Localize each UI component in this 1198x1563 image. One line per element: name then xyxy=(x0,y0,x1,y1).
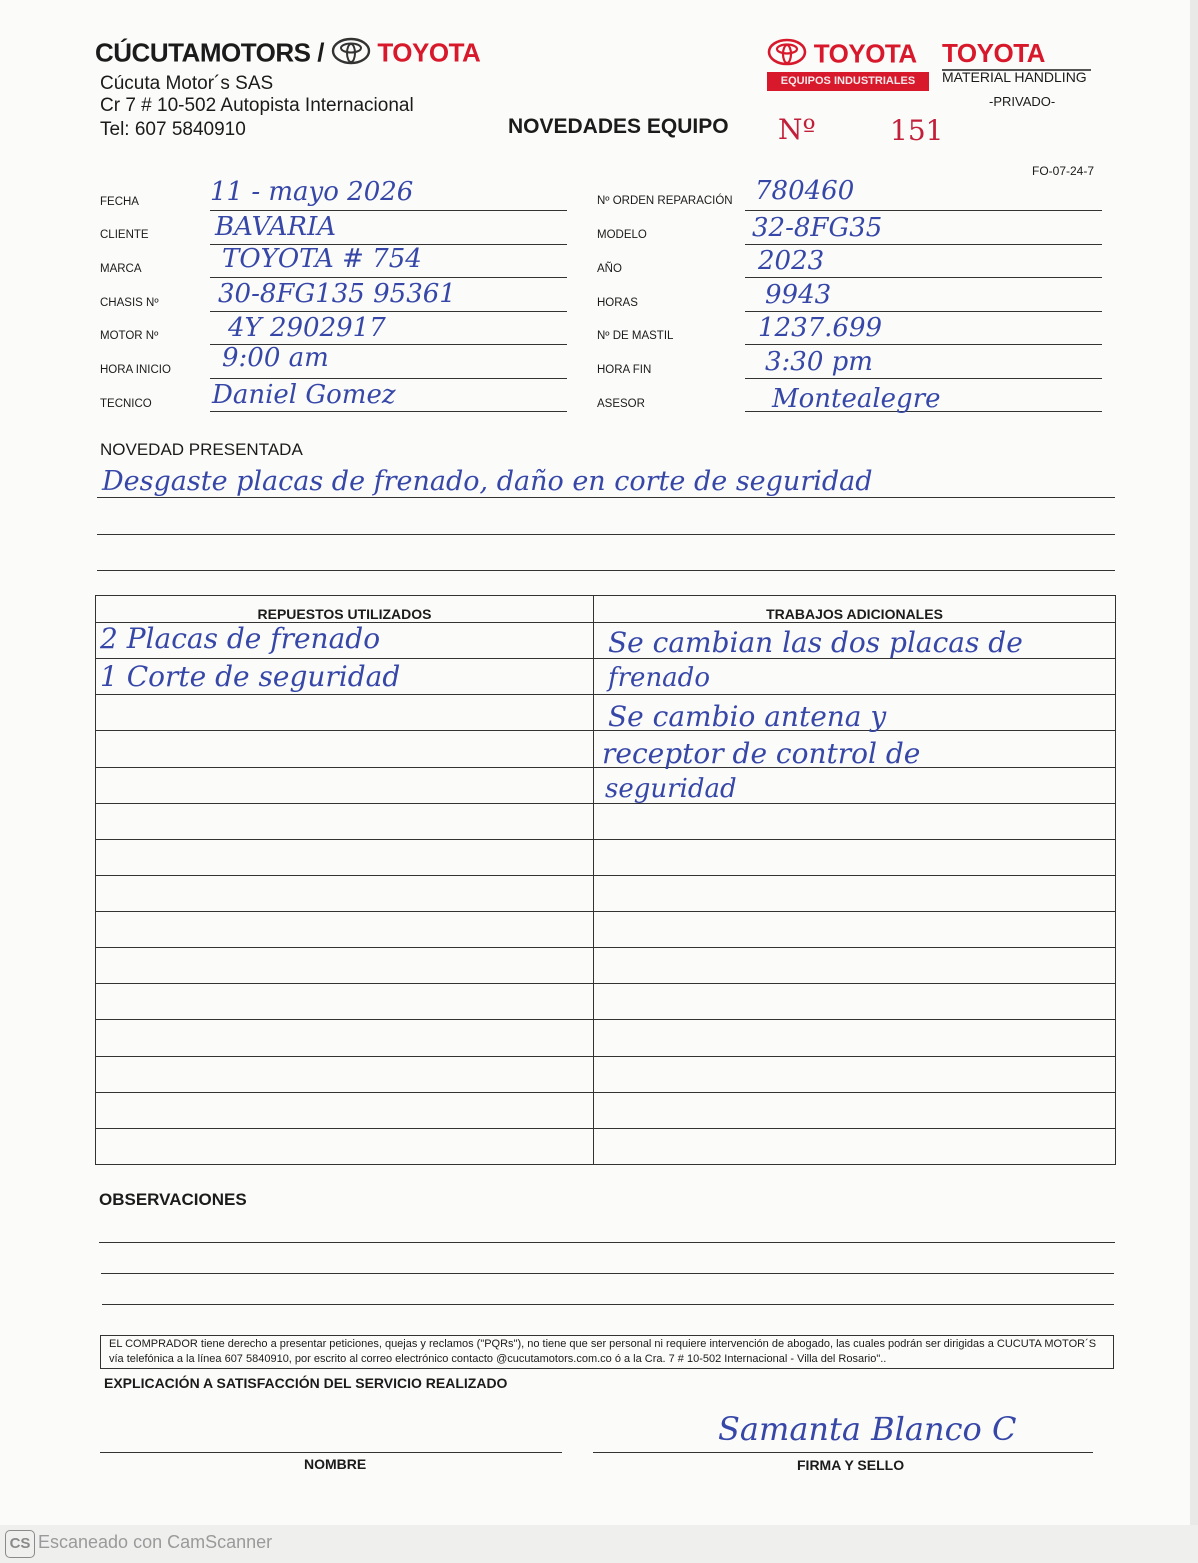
anio-label: AÑO xyxy=(597,263,622,275)
chasis-value: 30-8FG135 95361 xyxy=(218,279,456,309)
table-header-row xyxy=(96,596,1116,623)
novedad-text: Desgaste placas de frenado, daño en corte de seguridad xyxy=(102,466,873,497)
orden-label: Nº ORDEN REPARACIÓN xyxy=(597,195,733,207)
company-name: Cúcuta Motor´s SAS xyxy=(100,73,274,94)
table-row xyxy=(96,1128,1116,1164)
horas-line xyxy=(745,311,1102,312)
trabajo-line-5: seguridad xyxy=(605,774,737,804)
observaciones-label: OBSERVACIONES xyxy=(99,1190,247,1209)
table-row xyxy=(96,984,1116,1020)
company-phone: Tel: 607 5840910 xyxy=(100,119,246,140)
company-address: Cr 7 # 10-502 Autopista Internacional xyxy=(100,95,414,116)
toyota-logo-icon xyxy=(331,37,371,72)
brand-header xyxy=(95,37,480,72)
toyota-equipos-logo xyxy=(767,38,917,73)
table-row xyxy=(96,1020,1116,1056)
hora-fin-value: 3:30 pm xyxy=(765,347,873,377)
table-row xyxy=(96,912,1116,948)
hora-inicio-label: HORA INICIO xyxy=(100,364,171,376)
privado-label: -PRIVADO- xyxy=(989,94,1056,109)
anio-line xyxy=(745,277,1102,278)
table-row xyxy=(96,1092,1116,1128)
toyota-wordmark: TOYOTA xyxy=(813,38,917,69)
equipos-industriales-badge: EQUIPOS INDUSTRIALES xyxy=(767,72,929,91)
tecnico-label: TECNICO xyxy=(100,398,152,410)
mastil-label: Nº DE MASTIL xyxy=(597,330,674,342)
cliente-value: BAVARIA xyxy=(215,212,336,242)
nombre-label: NOMBRE xyxy=(304,1456,367,1472)
observaciones-line-1 xyxy=(99,1242,1115,1243)
observaciones-line-2 xyxy=(101,1273,1114,1274)
number-label: Nº xyxy=(778,113,816,146)
camscanner-text: Escaneado con CamScanner xyxy=(38,1532,273,1552)
hora-inicio-value: 9:00 am xyxy=(222,343,329,373)
trabajo-line-4: receptor de control de xyxy=(602,737,921,770)
novedad-line-2 xyxy=(97,534,1115,535)
hora-fin-label: HORA FIN xyxy=(597,364,652,376)
tecnico-value: Daniel Gomez xyxy=(212,380,396,410)
motor-value: 4Y 2902917 xyxy=(228,313,386,343)
horas-value: 9943 xyxy=(765,280,832,310)
trabajo-line-1: Se cambian las dos placas de xyxy=(608,626,1023,659)
form-number: 151 xyxy=(890,114,944,147)
table-row xyxy=(96,875,1116,911)
marca-label: MARCA xyxy=(100,263,142,275)
brand-cucutamotors: CÚCUTAMOTORS / xyxy=(95,37,324,68)
fecha-value: 11 - mayo 2026 xyxy=(210,177,414,207)
chasis-line xyxy=(210,311,567,312)
repuesto-line-1: 2 Placas de frenado xyxy=(100,622,381,655)
trabajo-line-2: frenado xyxy=(608,663,710,693)
toyota-mh-wordmark: TOYOTA xyxy=(942,38,1091,71)
hora-fin-line xyxy=(745,378,1102,379)
toyota-logo-icon xyxy=(767,38,807,73)
table-row xyxy=(96,839,1116,875)
hora-inicio-line xyxy=(210,378,567,379)
orden-value: 780460 xyxy=(755,176,855,206)
firma-value: Samanta Blanco C xyxy=(718,1410,1017,1448)
orden-line xyxy=(745,210,1102,211)
table-row xyxy=(96,803,1116,839)
mastil-line xyxy=(745,344,1102,345)
table-row xyxy=(96,948,1116,984)
camscanner-logo-icon: CS xyxy=(5,1530,35,1558)
firma-line xyxy=(593,1452,1093,1453)
anio-value: 2023 xyxy=(758,246,825,276)
pqr-notice: EL COMPRADOR tiene derecho a presentar peticiones, quejas y reclamos ("PQRs"), no tiene que ser personal ni requiere intervención de abogado, las cuales podrán ser dirigidas a CUCUTA MOTOR´S vía telefónica a la línea 607 5840910, por escrito al correo electrónico contacto @cucutamotors.com.co ó a la Cra. 7 # 10-502 Internacional - Villa del Rosario".. xyxy=(100,1335,1114,1369)
novedad-line-1 xyxy=(97,497,1115,498)
fecha-line xyxy=(210,210,567,211)
trabajo-line-3: Se cambio antena y xyxy=(608,700,887,733)
mastil-value: 1237.699 xyxy=(758,313,883,343)
firma-label: FIRMA Y SELLO xyxy=(797,1457,905,1473)
fecha-label: FECHA xyxy=(100,196,139,208)
novedad-label: NOVEDAD PRESENTADA xyxy=(100,440,303,459)
material-handling: MATERIAL HANDLING xyxy=(942,69,1087,85)
explicacion-label: EXPLICACIÓN A SATISFACCIÓN DEL SERVICIO REALIZADO xyxy=(104,1375,508,1391)
modelo-label: MODELO xyxy=(597,229,647,241)
motor-label: MOTOR Nº xyxy=(100,330,159,342)
cliente-label: CLIENTE xyxy=(100,229,149,241)
asesor-value: Montealegre xyxy=(772,384,941,414)
table-row xyxy=(96,695,1116,731)
modelo-line xyxy=(745,244,1102,245)
horas-label: HORAS xyxy=(597,297,638,309)
repuesto-line-2: 1 Corte de seguridad xyxy=(100,660,401,693)
marca-value: TOYOTA # 754 xyxy=(222,244,422,274)
chasis-label: CHASIS Nº xyxy=(100,297,159,309)
observaciones-line-3 xyxy=(102,1304,1114,1305)
asesor-label: ASESOR xyxy=(597,398,645,410)
repuestos-header: REPUESTOS UTILIZADOS xyxy=(96,596,594,623)
novedad-line-3 xyxy=(97,570,1115,571)
nombre-line xyxy=(100,1452,562,1453)
brand-toyota: TOYOTA xyxy=(377,37,481,68)
marca-line xyxy=(210,277,567,278)
form-code: FO-07-24-7 xyxy=(1032,164,1095,178)
table-row xyxy=(96,1056,1116,1092)
page-title: NOVEDADES EQUIPO xyxy=(508,115,729,138)
tecnico-line xyxy=(210,411,567,412)
modelo-value: 32-8FG35 xyxy=(752,213,883,243)
trabajos-header: TRABAJOS ADICIONALES xyxy=(594,596,1116,623)
